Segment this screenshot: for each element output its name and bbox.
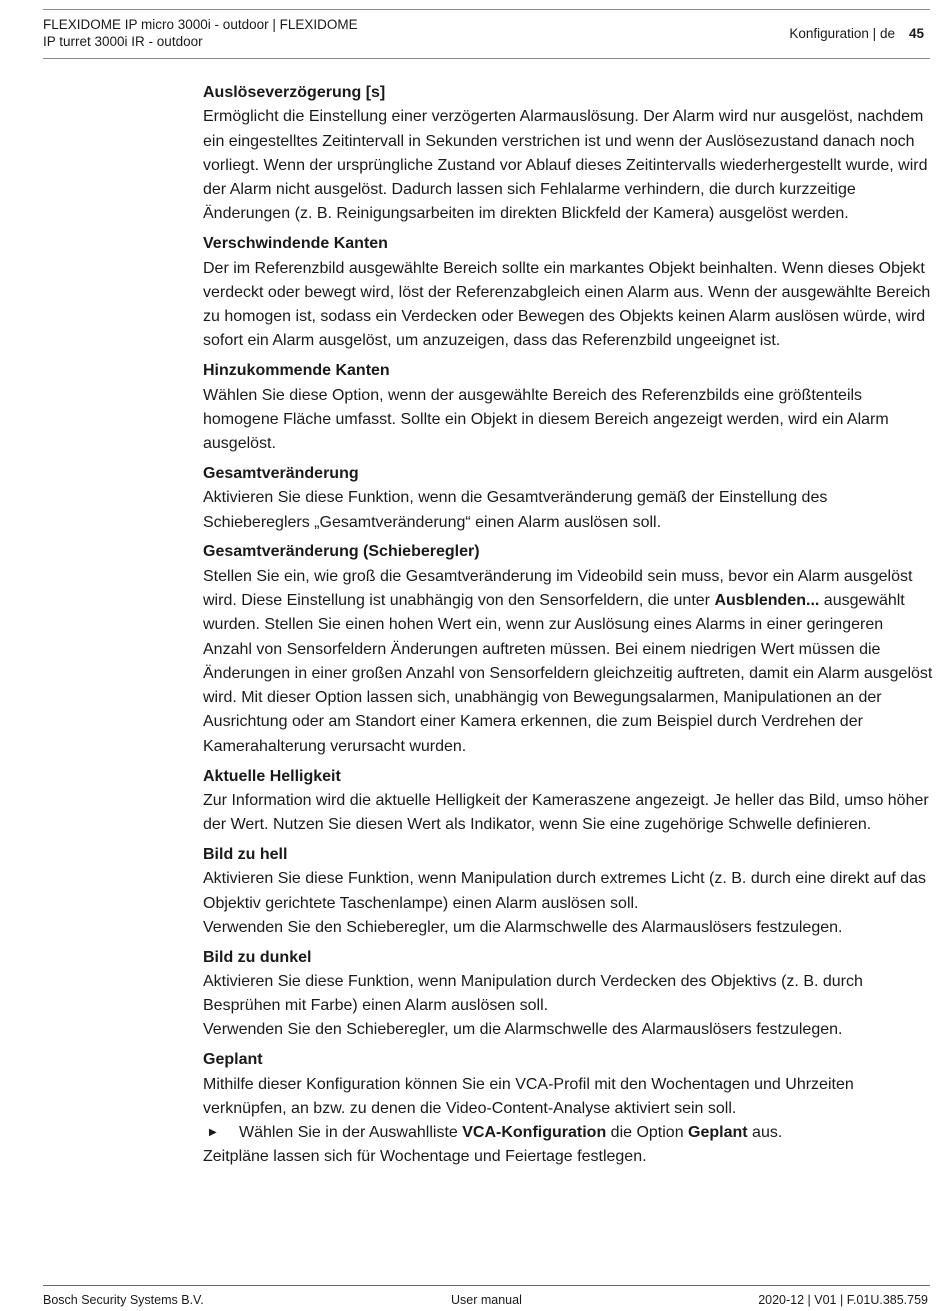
paragraph-text: ausgewählt wurden. Stellen Sie einen hohen Wert ein, wenn zur Auslösung eines Alarms in einer geringeren Anzahl von Sensorfeldern Änderungen auftreten müssen. Bei einem niedrigen Wert müssen die Änderungen in einer großen Anzahl von Sensorfeldern gleichzeitig auftreten, damit ein Alarm ausgelöst wird. Mit dieser Option lassen sich, unabhängig von Bewegungsalarmen, Manipulationen an der Ausrichtung oder am Standort einer Kamera erkennen, die zum Beispiel durch Verdrehen der Kamerahalterung verursacht wurden. xyxy=(203,591,933,755)
ui-term-vca-konfiguration: VCA-Konfiguration xyxy=(462,1124,607,1142)
section-heading: Bild zu hell xyxy=(203,845,288,863)
section-paragraph: Mithilfe dieser Konfiguration können Sie ein VCA-Profil mit den Wochentagen und Uhrzeiten verknüpfen, an bzw. zu denen die Video-Content-Analyse aktiviert sein soll. xyxy=(203,1075,854,1117)
section-heading: Hinzukommende Kanten xyxy=(203,362,390,380)
document-title-line-2: IP turret 3000i IR - outdoor xyxy=(43,34,203,49)
section-paragraph: Verwenden Sie den Schieberegler, um die Alarmschwelle des Alarmauslösers festzulegen. xyxy=(203,1021,843,1039)
section-heading: Bild zu dunkel xyxy=(203,948,312,966)
section-paragraph: Ermöglicht die Einstellung einer verzögerten Alarmauslösung. Der Alarm wird nur ausgelöst, nachdem ein eingestelltes Zeitintervall in Sekunden verstrichen ist und wenn der Auslösezustand danach noch vorliegt. Wenn der ursprüngliche Zustand vor Ablauf dieses Zeitintervalls wiederhergestellt wurde, wird der Alarm nicht ausgelöst. Dadurch lassen sich Fehlalarme verhindern, die durch kurzzeitige Änderungen (z. B. Reinigungsarbeiten im direkten Blickfeld der Kamera) ausgelöst werden. xyxy=(203,108,928,223)
document-title xyxy=(43,16,403,50)
page-header xyxy=(43,9,930,59)
section-bild-zu-hell xyxy=(203,843,933,940)
ui-term-geplant: Geplant xyxy=(688,1124,748,1142)
ui-term-ausblenden: Ausblenden... xyxy=(714,591,820,609)
section-ausloeseverzoegerung xyxy=(203,81,933,227)
section-hinzukommende-kanten xyxy=(203,359,933,456)
section-paragraph: Der im Referenzbild ausgewählte Bereich sollte ein markantes Objekt beinhalten. Wenn dieses Objekt verdeckt oder bewegt wird, löst der Referenzabgleich einen Alarm aus. Wenn der ausgewählte Bereich zu homogen ist, sodass ein Verdecken oder Bewegen des Objekts keinen Alarm auslösen würde, wird sofort ein Alarm ausgelöst, um anzuzeigen, dass das Referenzbild ungeeignet ist. xyxy=(203,259,931,350)
footer-document-type: User manual xyxy=(451,1293,522,1307)
section-heading: Verschwindende Kanten xyxy=(203,235,388,253)
paragraph-text: Stellen Sie ein, wie groß die Gesamtveränderung im Videobild sein muss, bevor ein Alarm ausgelöst wird. Diese Einstellung ist unabhängig von den Sensorfeldern, die unter xyxy=(203,567,913,609)
section-paragraph: Zur Information wird die aktuelle Helligkeit der Kameraszene angezeigt. Je heller das Bild, umso höher der Wert. Nutzen Sie diesen Wert als Indikator, wenn Sie eine zugehörige Schwelle definieren. xyxy=(203,791,929,834)
section-aktuelle-helligkeit xyxy=(203,765,933,838)
section-heading: Gesamtveränderung (Schieberegler) xyxy=(203,543,480,561)
section-paragraph: Aktivieren Sie diese Funktion, wenn Manipulation durch Verdecken des Objektivs (z. B. durch Besprühen mit Farbe) einen Alarm auslösen soll. xyxy=(203,972,863,1015)
section-gesamtveraenderung-schieberegler xyxy=(203,540,933,759)
section-gesamtveraenderung xyxy=(203,462,933,535)
section-geplant xyxy=(203,1048,933,1169)
step-text: aus. xyxy=(747,1124,783,1142)
main-content xyxy=(203,81,933,1175)
page-footer xyxy=(43,1285,930,1307)
section-heading: Gesamtveränderung xyxy=(203,464,359,482)
section-bild-zu-dunkel xyxy=(203,946,933,1043)
section-paragraph: Wählen Sie diese Option, wenn der ausgewählte Bereich des Referenzbilds eine größtenteils homogene Fläche umfasst. Sollte ein Objekt in diesem Bereich angezeigt werden, wird ein Alarm ausgelöst. xyxy=(203,386,889,453)
section-verschwindende-kanten xyxy=(203,232,933,353)
section-heading: Aktuelle Helligkeit xyxy=(203,767,341,785)
triangle-right-icon: ▶ xyxy=(209,1127,217,1139)
section-paragraph: Verwenden Sie den Schieberegler, um die Alarmschwelle des Alarmauslösers festzulegen. xyxy=(203,918,843,936)
section-paragraph xyxy=(203,565,933,759)
step-text: Wählen Sie in der Auswahlliste xyxy=(239,1124,463,1142)
section-paragraph: Zeitpläne lassen sich für Wochentage und Feiertage festlegen. xyxy=(203,1148,647,1166)
footer-version: 2020-12 | V01 | F.01U.385.759 xyxy=(758,1293,928,1307)
instruction-step xyxy=(203,1121,933,1145)
header-section-info xyxy=(789,25,924,42)
section-paragraph: Aktivieren Sie diese Funktion, wenn Manipulation durch extremes Licht (z. B. durch eine direkt auf das Objektiv gerichtete Taschenlampe) einen Alarm auslösen soll. xyxy=(203,870,927,912)
step-text: die Option xyxy=(606,1124,689,1142)
page-number: 45 xyxy=(908,26,924,41)
section-heading: Geplant xyxy=(203,1051,263,1069)
section-heading: Auslöseverzögerung [s] xyxy=(203,84,386,101)
section-paragraph: Aktivieren Sie diese Funktion, wenn die Gesamtveränderung gemäß der Einstellung des Schiebereglers „Gesamtveränderung“ einen Alarm auslösen soll. xyxy=(203,489,828,531)
document-title-line-1: FLEXIDOME IP micro 3000i - outdoor | FLEXIDOME xyxy=(43,17,358,32)
footer-company: Bosch Security Systems B.V. xyxy=(43,1293,204,1307)
chapter-label: Konfiguration | de xyxy=(789,26,895,41)
